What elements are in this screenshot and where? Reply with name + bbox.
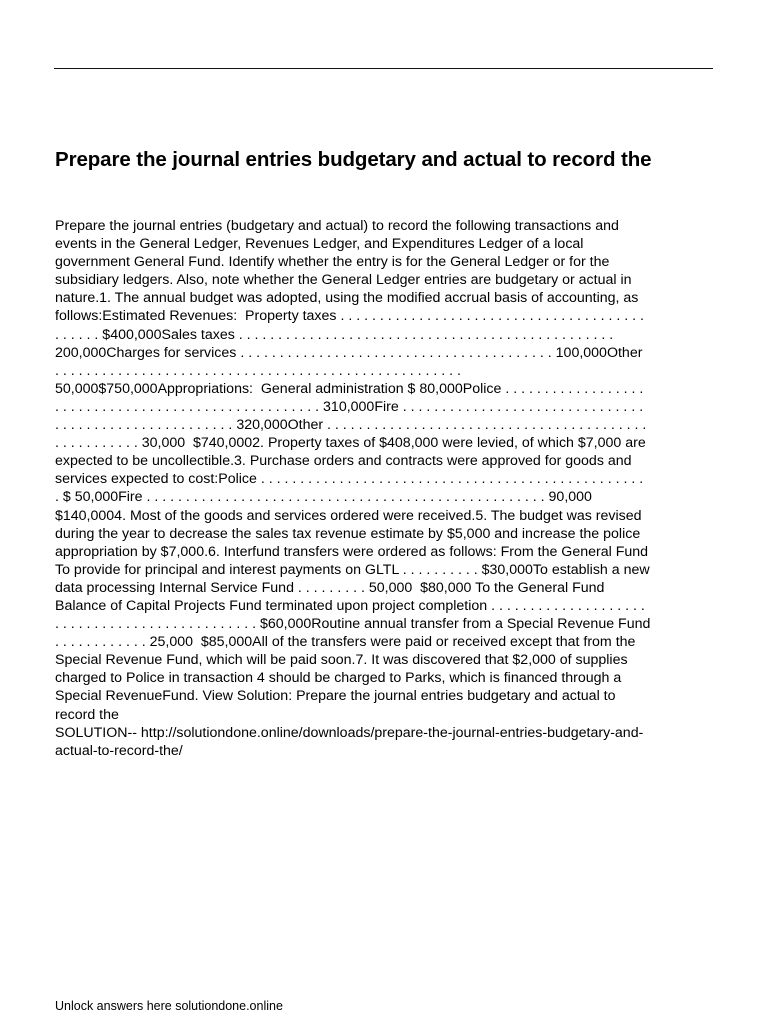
body-line: . . . . . . . . . . . . . . . . . . . . . . . . . . $60,000Routine annual transfer from a Special Revenue Fund [55,616,651,633]
body-line: . . . . . . . . . . . 30,000 $740,0002. Property taxes of $408,000 were levied, of which $7,000 are [55,435,646,452]
body-line: . . . . . . . . . . . . . . . . . . . . . . . 320,000Other . . . . . . . . . . . . . . . . . . . . . . . . . . . . . . . . . . . . . . . . . [55,417,647,434]
body-line: Special Revenue Fund, which will be paid soon.7. It was discovered that $2,000 of supplies [55,652,628,669]
body-line: . . . . . . . . . . . . 25,000 $85,000All of the transfers were paid or received except that from the [55,634,636,651]
body-line: nature.1. The annual budget was adopted, using the modified accrual basis of accounting, as [55,290,639,307]
body-line: expected to be uncollectible.3. Purchase orders and contracts were approved for goods and [55,453,632,470]
body-line: . $ 50,000Fire . . . . . . . . . . . . . . . . . . . . . . . . . . . . . . . . . . . . . . . . . . . . . . . . . . . 90,000 [55,489,592,506]
document-body [55,217,725,760]
body-line: charged to Police in transaction 4 should be charged to Parks, which is financed through a [55,670,622,687]
body-line: data processing Internal Service Fund . . . . . . . . . 50,000 $80,000 To the General Fund [55,579,605,596]
body-line: services expected to cost:Police . . . . . . . . . . . . . . . . . . . . . . . . . . . . . . . . . . . . . . . . . . . . . . . . . [55,471,644,488]
body-line: events in the General Ledger, Revenues Ledger, and Expenditures Ledger of a local [55,236,584,253]
body-line: 200,000Charges for services . . . . . . . . . . . . . . . . . . . . . . . . . . . . . . . . . . . . . . . . 100,000Other [55,344,643,361]
body-line: 50,000$750,000Appropriations: General administration $ 80,000Police . . . . . . . . . . . . . . . . . . [55,380,644,397]
solution-link-line[interactable]: actual-to-record-the/ [55,742,183,759]
body-line: Prepare the journal entries (budgetary and actual) to record the following transactions and [55,218,619,234]
body-line: . . . . . . . . . . . . . . . . . . . . . . . . . . . . . . . . . . 310,000Fire . . . . . . . . . . . . . . . . . . . . . . . . . . . . . . . [55,398,644,415]
document-title: Prepare the journal entries budgetary and actual to record the [55,148,652,171]
solution-link-line[interactable]: SOLUTION-- http://solutiondone.online/downloads/prepare-the-journal-entries-budgetary-and- [55,724,644,741]
body-line: record the [55,706,119,723]
body-line: To provide for principal and interest payments on GLTL . . . . . . . . . . $30,000To establish a new [55,561,650,578]
body-line: Balance of Capital Projects Fund terminated upon project completion . . . . . . . . . . . . . . . . . . . . [55,597,645,614]
footer-text: Unlock answers here solutiondone.online [55,999,283,1013]
body-line: $140,0004. Most of the goods and services ordered were received.5. The budget was revised [55,507,642,524]
body-line: . . . . . . $400,000Sales taxes . . . . . . . . . . . . . . . . . . . . . . . . . . . . . . . . . . . . . . . . . . . . . . . . [55,326,614,343]
body-line: subsidiary ledgers. Also, note whether the General Ledger entries are budgetary or actual in [55,272,632,289]
body-line: follows:Estimated Revenues: Property taxes . . . . . . . . . . . . . . . . . . . . . . . . . . . . . . . . . . . . . . . [55,308,644,325]
body-line: appropriation by $7,000.6. Interfund transfers were ordered as follows: From the General Fund [55,543,649,560]
body-line: . . . . . . . . . . . . . . . . . . . . . . . . . . . . . . . . . . . . . . . . . . . . . . . . . . . . [55,362,461,379]
body-line: during the year to decrease the sales tax revenue estimate by $5,000 and increase the police [55,525,641,542]
body-line: government General Fund. Identify whether the entry is for the General Ledger or for the [55,254,610,271]
body-line: Special RevenueFund. View Solution: Prepare the journal entries budgetary and actual to [55,688,616,705]
header-rule [54,68,713,69]
